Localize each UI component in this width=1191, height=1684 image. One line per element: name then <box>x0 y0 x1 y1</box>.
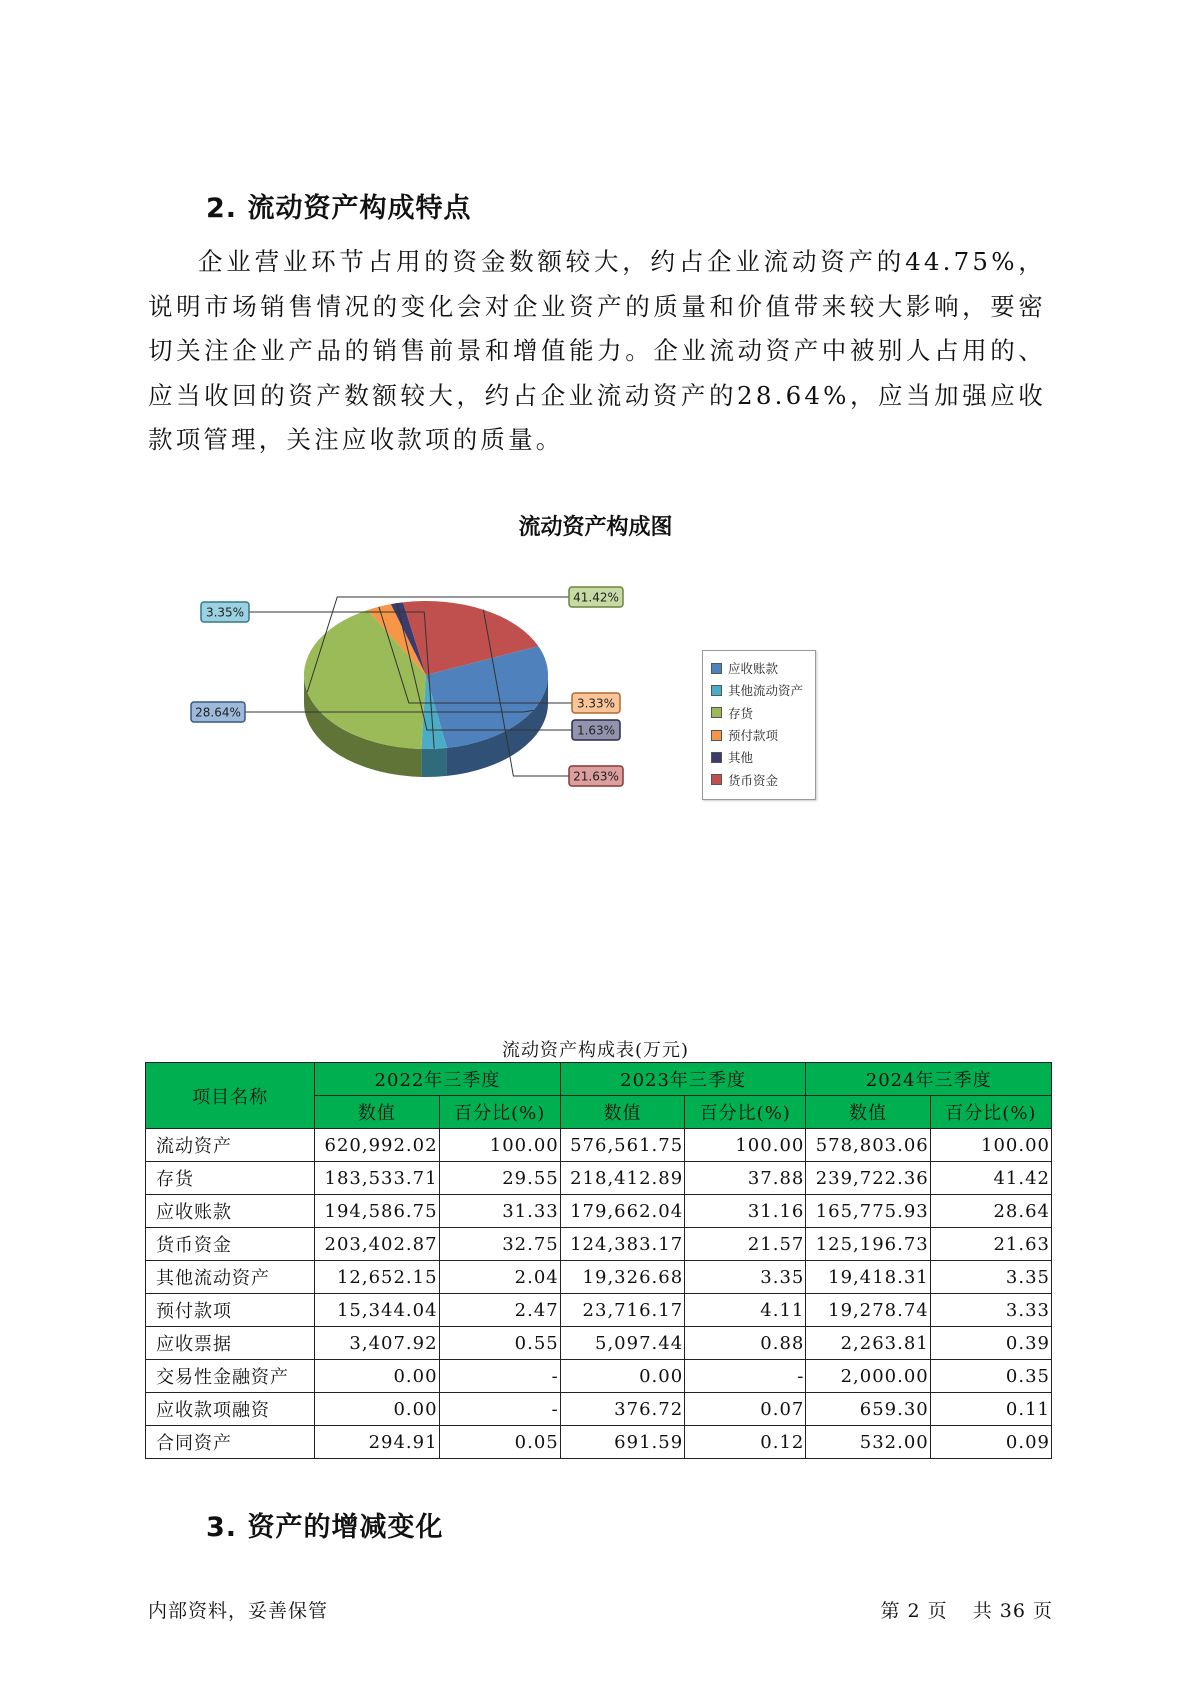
row-name: 应收款项融资 <box>146 1393 315 1426</box>
current-assets-table <box>145 1062 1052 1459</box>
legend-item <box>703 702 815 724</box>
legend-swatch <box>711 685 722 696</box>
chart-legend <box>702 650 816 800</box>
percent-subheader: 百分比(%) <box>685 1096 806 1129</box>
table-caption: 流动资产构成表(万元) <box>501 1040 690 1061</box>
value-cell: 218,412.89 <box>560 1162 684 1195</box>
value-cell: 194,586.75 <box>315 1195 439 1228</box>
chart-title: 流动资产构成图 <box>518 515 673 540</box>
table-row <box>146 1426 1052 1459</box>
total-pages: 共 36 页 <box>972 1600 1053 1622</box>
row-name: 应收账款 <box>146 1195 315 1228</box>
percent-cell: 29.55 <box>439 1162 560 1195</box>
pie-data-label: 3.33% <box>576 696 616 711</box>
percent-cell: 0.07 <box>685 1393 806 1426</box>
value-cell: 203,402.87 <box>315 1228 439 1261</box>
footer-confidential: 内部资料，妥善保管 <box>148 1600 329 1622</box>
value-cell: 376.72 <box>560 1393 684 1426</box>
percent-cell: 0.09 <box>930 1426 1051 1459</box>
legend-label: 应收账款 <box>728 661 779 677</box>
value-cell: 294.91 <box>315 1426 439 1459</box>
percent-cell: - <box>439 1360 560 1393</box>
percent-cell: 100.00 <box>439 1129 560 1162</box>
value-cell: 125,196.73 <box>806 1228 930 1261</box>
value-cell: 578,803.06 <box>806 1129 930 1162</box>
value-cell: 2,263.81 <box>806 1327 930 1360</box>
value-subheader: 数值 <box>806 1096 930 1129</box>
value-cell: 183,533.71 <box>315 1162 439 1195</box>
percent-cell: 0.35 <box>930 1360 1051 1393</box>
table-row <box>146 1327 1052 1360</box>
value-cell: 0.00 <box>315 1360 439 1393</box>
table-row <box>146 1360 1052 1393</box>
name-header: 项目名称 <box>146 1063 315 1129</box>
value-cell: 5,097.44 <box>560 1327 684 1360</box>
table-row <box>146 1393 1052 1426</box>
row-name: 流动资产 <box>146 1129 315 1162</box>
row-name: 货币资金 <box>146 1228 315 1261</box>
percent-cell: 100.00 <box>930 1129 1051 1162</box>
value-cell: 179,662.04 <box>560 1195 684 1228</box>
percent-cell: 21.63 <box>930 1228 1051 1261</box>
row-name: 应收票据 <box>146 1327 315 1360</box>
legend-item <box>703 768 815 790</box>
value-cell: 19,418.31 <box>806 1261 930 1294</box>
row-name: 存货 <box>146 1162 315 1195</box>
pie-data-label: 3.35% <box>205 605 245 620</box>
legend-item <box>703 657 815 679</box>
pie-data-label: 1.63% <box>576 723 616 738</box>
row-name: 预付款项 <box>146 1294 315 1327</box>
value-cell: 620,992.02 <box>315 1129 439 1162</box>
value-cell: 691.59 <box>560 1426 684 1459</box>
value-cell: 124,383.17 <box>560 1228 684 1261</box>
value-subheader: 数值 <box>560 1096 684 1129</box>
legend-item <box>703 724 815 746</box>
value-cell: 12,652.15 <box>315 1261 439 1294</box>
value-cell: 23,716.17 <box>560 1294 684 1327</box>
legend-label: 其他流动资产 <box>728 683 804 699</box>
page-number: 第 2 页 <box>880 1600 948 1622</box>
row-name: 合同资产 <box>146 1426 315 1459</box>
section-2-heading: 2. 流动资产构成特点 <box>206 193 472 224</box>
percent-cell: 100.00 <box>685 1129 806 1162</box>
percent-cell: 41.42 <box>930 1162 1051 1195</box>
value-cell: 659.30 <box>806 1393 930 1426</box>
pie-slice-side <box>421 748 447 777</box>
value-cell: 19,278.74 <box>806 1294 930 1327</box>
percent-cell: 37.88 <box>685 1162 806 1195</box>
legend-item <box>703 746 815 768</box>
period-header: 2024年三季度 <box>806 1063 1052 1096</box>
percent-cell: 0.05 <box>439 1426 560 1459</box>
percent-cell: 0.12 <box>685 1426 806 1459</box>
percent-subheader: 百分比(%) <box>439 1096 560 1129</box>
section-3-heading: 3. 资产的增减变化 <box>206 1512 444 1543</box>
percent-cell: 2.47 <box>439 1294 560 1327</box>
percent-cell: 21.57 <box>685 1228 806 1261</box>
analysis-paragraph: 企业营业环节占用的资金数额较大，约占企业流动资产的44.75%，说明市场销售情况的变化会对企业资产的质量和价值带来较大影响，要密切关注企业产品的销售前景和增值能力。企业流动资产中被别人占用的、应当收回的资产数额较大，约占企业流动资产的28.64%，应当加强应收款项管理，关注应收款项的质量。 <box>148 247 1046 454</box>
legend-swatch <box>711 752 722 763</box>
footer-page-info <box>875 1596 1053 1623</box>
legend-label: 存货 <box>728 705 754 721</box>
table-row <box>146 1261 1052 1294</box>
percent-cell: - <box>685 1360 806 1393</box>
legend-label: 预付款项 <box>728 728 779 744</box>
percent-cell: 32.75 <box>439 1228 560 1261</box>
percent-cell: 0.55 <box>439 1327 560 1360</box>
table-row <box>146 1162 1052 1195</box>
legend-swatch <box>711 663 722 674</box>
value-cell: 19,326.68 <box>560 1261 684 1294</box>
value-cell: 0.00 <box>560 1360 684 1393</box>
percent-cell: 0.88 <box>685 1327 806 1360</box>
pie-data-label: 28.64% <box>195 705 241 720</box>
value-cell: 239,722.36 <box>806 1162 930 1195</box>
percent-cell: 31.16 <box>685 1195 806 1228</box>
value-cell: 532.00 <box>806 1426 930 1459</box>
percent-cell: 2.04 <box>439 1261 560 1294</box>
percent-cell: 3.35 <box>685 1261 806 1294</box>
table-row <box>146 1228 1052 1261</box>
period-header: 2023年三季度 <box>560 1063 806 1096</box>
table-row <box>146 1294 1052 1327</box>
legend-swatch <box>711 707 722 718</box>
value-cell: 3,407.92 <box>315 1327 439 1360</box>
percent-cell: 31.33 <box>439 1195 560 1228</box>
value-cell: 15,344.04 <box>315 1294 439 1327</box>
percent-cell: 0.39 <box>930 1327 1051 1360</box>
legend-label: 其他 <box>728 750 754 766</box>
table-row <box>146 1195 1052 1228</box>
percent-cell: 4.11 <box>685 1294 806 1327</box>
percent-cell: 3.35 <box>930 1261 1051 1294</box>
pie-chart <box>0 540 1191 840</box>
value-cell: 2,000.00 <box>806 1360 930 1393</box>
pie-data-label: 21.63% <box>573 769 619 784</box>
pie-data-label: 41.42% <box>573 590 619 605</box>
legend-item <box>703 679 815 701</box>
percent-cell: 0.11 <box>930 1393 1051 1426</box>
percent-cell: 3.33 <box>930 1294 1051 1327</box>
value-cell: 0.00 <box>315 1393 439 1426</box>
value-subheader: 数值 <box>315 1096 439 1129</box>
period-header: 2022年三季度 <box>315 1063 561 1096</box>
value-cell: 165,775.93 <box>806 1195 930 1228</box>
percent-subheader: 百分比(%) <box>930 1096 1051 1129</box>
legend-label: 货币资金 <box>728 772 779 788</box>
legend-swatch <box>711 774 722 785</box>
percent-cell: - <box>439 1393 560 1426</box>
legend-swatch <box>711 730 722 741</box>
value-cell: 576,561.75 <box>560 1129 684 1162</box>
row-name: 其他流动资产 <box>146 1261 315 1294</box>
table-row <box>146 1129 1052 1162</box>
percent-cell: 28.64 <box>930 1195 1051 1228</box>
row-name: 交易性金融资产 <box>146 1360 315 1393</box>
